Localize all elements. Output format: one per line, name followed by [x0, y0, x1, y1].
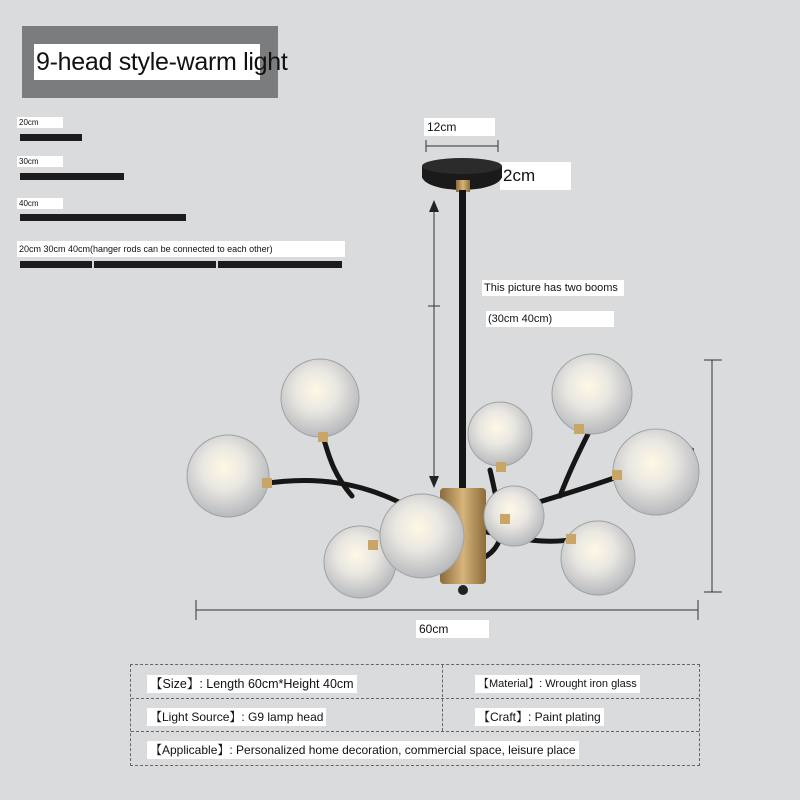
- rod-label-40cm: 40cm: [17, 198, 63, 209]
- globe-6: [484, 486, 544, 546]
- booms-note-lengths: (30cm 40cm): [486, 311, 614, 327]
- booms-note: This picture has two booms: [482, 280, 624, 296]
- spec-size: 【Size】: Length 60cm*Height 40cm: [147, 675, 357, 693]
- globe-8: [613, 429, 699, 515]
- spec-craft: 【Craft】: Paint plating: [475, 708, 604, 726]
- rods-combined-label: 20cm 30cm 40cm(hanger rods can be connected to each other): [17, 241, 345, 257]
- canopy-width-label: 12cm: [424, 118, 495, 136]
- globe-2: [281, 359, 359, 437]
- spec-applicable: 【Applicable】: Personalized home decoration, commercial space, leisure place: [147, 741, 579, 759]
- width-label: 60cm: [416, 620, 489, 638]
- down-rod: [459, 190, 466, 490]
- spec-light-source: 【Light Source】: G9 lamp head: [147, 708, 326, 726]
- rod-label-20cm: 20cm: [17, 117, 63, 128]
- spec-material: 【Material】: Wrought iron glass: [475, 675, 640, 693]
- product-title: 9-head style-warm light: [34, 44, 260, 80]
- globe-1: [187, 435, 269, 517]
- globe-7: [552, 354, 632, 434]
- canopy-height-label: 2cm: [500, 162, 571, 190]
- spec-table: [130, 664, 700, 766]
- globes: [187, 354, 699, 598]
- globe-9: [561, 521, 635, 595]
- rod-label-30cm: 30cm: [17, 156, 63, 167]
- globe-5: [468, 402, 532, 466]
- globe-4: [380, 494, 464, 578]
